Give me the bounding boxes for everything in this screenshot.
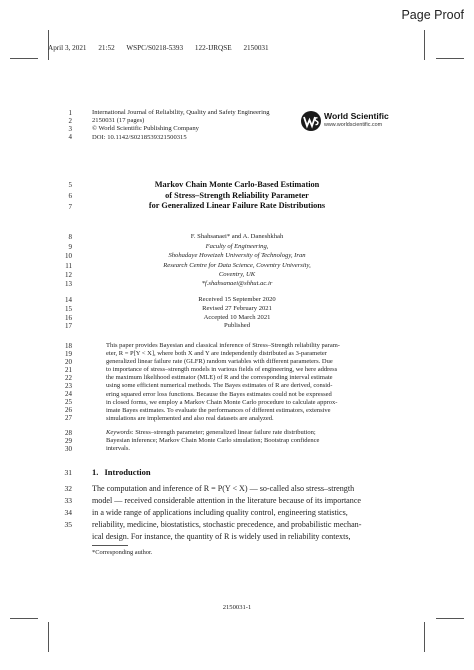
line-number: 23	[65, 382, 72, 390]
line-number: 16	[65, 314, 72, 322]
date-published: Published	[223, 322, 250, 329]
publisher-url: www.worldscientific.com	[324, 122, 383, 128]
body-line: The computation and inference of R = P(Y < X) — so-called also stress–strength	[92, 484, 355, 493]
line-number: 24	[65, 390, 72, 398]
body-line: model — received considerable attention in the literature because of its importance	[92, 496, 362, 506]
author-names: F. Shahsanaei* and A. Daneshkhah	[190, 233, 284, 240]
date-revised: Revised 27 February 2021	[202, 305, 272, 312]
abstract-line: eter, R = P[Y < X], where both X and Y are independently distributed as 3-parameter	[106, 350, 327, 358]
running-head-manuscript: 122-IJRQSE	[194, 44, 232, 52]
abstract-line: in closed forms, we employ a Markov Chain Monte Carlo procedure to calculate approx-	[106, 398, 338, 406]
keywords-line: : Stress–strength parameter; generalized linear failure rate distribution;	[131, 429, 316, 436]
affiliation-1-line-2: Shohadaye Hoveizeh University of Technology, Iran	[168, 252, 306, 259]
line-number: 22	[65, 374, 72, 382]
abstract-line: using some efficient numerical methods. The Bayes estimates of R are derived, consid-	[106, 382, 333, 390]
abstract-line: generalized linear failure rate (GLFR) random variables with different parameters. Due	[106, 358, 333, 366]
line-number: 31	[64, 468, 72, 477]
crop-mark-top-left-h	[10, 58, 38, 59]
line-number: 26	[65, 406, 72, 414]
title-line: of Stress–Strength Reliability Parameter	[165, 190, 309, 200]
line-number: 9	[68, 243, 72, 251]
body-line: in a wide range of applications including quality control, engineering statistics,	[92, 508, 348, 518]
line-number: 30	[65, 445, 72, 453]
line-number: 34	[64, 508, 72, 517]
abstract-line: This paper provides Bayesian and classical inference of Stress–Strength reliability param-	[106, 342, 340, 349]
section-heading	[92, 467, 151, 477]
running-head-article-id: 2150031	[243, 44, 269, 52]
affiliation-1-line-1: Faculty of Engineering,	[205, 243, 269, 250]
line-number: 8	[68, 233, 72, 241]
title-line: for Generalized Linear Failure Rate Distributions	[148, 201, 326, 210]
title-line: Markov Chain Monte Carlo-Based Estimation	[154, 180, 320, 189]
line-number: 1	[68, 109, 72, 117]
line-number: 11	[65, 262, 72, 270]
world-scientific-logo-icon	[300, 110, 322, 132]
line-number: 32	[64, 484, 72, 493]
body-line: ical design. For instance, the quantity of R is widely used in reliability contexts,	[92, 532, 351, 542]
line-number: 7	[68, 203, 72, 211]
line-number: 35	[64, 520, 72, 529]
publisher-logo	[300, 110, 410, 134]
page-proof-label: Page Proof	[401, 8, 464, 22]
page-number: 2150031-1	[222, 604, 252, 611]
line-number: 29	[65, 437, 72, 445]
section-number: 1.	[92, 467, 99, 477]
running-head-time: 21:52	[98, 44, 115, 52]
line-number: 3	[68, 125, 72, 133]
running-head	[48, 44, 448, 52]
crop-mark-top-right-h	[436, 58, 464, 59]
line-number: 21	[65, 366, 72, 374]
running-head-date: April 3, 2021	[48, 44, 87, 52]
crop-mark-bottom-left-h	[10, 618, 38, 619]
line-number: 4	[68, 133, 72, 141]
keywords-label: Keywords	[106, 429, 132, 436]
abstract-line: ering squared error loss functions. Because the Bayes estimates could not be expressed	[106, 390, 332, 398]
publisher-name: World Scientific	[324, 111, 389, 121]
footnote: *Corresponding author.	[92, 549, 153, 556]
body-line: reliability, medicine, biostatistics, stochastic precedence, and probabilistic mechan-	[92, 520, 362, 530]
line-number: 13	[65, 280, 72, 288]
abstract-line: the maximum likelihood estimator (MLE) of R and the corresponding interval estimate	[106, 374, 333, 382]
line-number: 28	[65, 429, 72, 437]
crop-mark-bottom-left-v	[48, 622, 49, 652]
keywords-line: Bayesian inference; Markov Chain Monte Carlo simulation; Bootstrap confidence	[106, 437, 320, 445]
line-number: 18	[65, 342, 72, 350]
line-number: 25	[65, 398, 72, 406]
doi: DOI: 10.1142/S0218539321500315	[92, 133, 187, 141]
author-email: *f.shahsanaei@shhut.ac.ir	[201, 280, 273, 287]
date-accepted: Accepted 10 March 2021	[203, 314, 271, 321]
line-number: 12	[65, 271, 72, 279]
line-number: 20	[65, 358, 72, 366]
crop-mark-bottom-right-v	[424, 622, 425, 652]
abstract-line: to importance of stress–strength models in various fields of engineering, we here address	[106, 366, 338, 374]
abstract-line: imate Bayes estimates. To evaluate the performances of different estimators, extensive	[106, 406, 331, 414]
line-number: 27	[65, 414, 72, 422]
line-number: 14	[65, 296, 72, 304]
article-pages: 2150031 (17 pages)	[92, 117, 145, 125]
line-number: 33	[64, 496, 72, 505]
abstract-line: simulations are implemented and also real datasets are analyzed.	[106, 414, 274, 422]
line-number: 10	[65, 252, 72, 260]
journal-name: International Journal of Reliability, Quality and Safety Engineering	[92, 109, 270, 116]
keywords-line: intervals.	[106, 445, 131, 453]
affiliation-2-line-1: Research Centre for Data Science, Coventry University,	[163, 262, 311, 269]
section-title: Introduction	[104, 467, 151, 477]
copyright: © World Scientific Publishing Company	[92, 125, 199, 133]
affiliation-2-line-2: Coventry, UK	[218, 271, 256, 278]
line-number: 2	[68, 117, 72, 125]
footnote-rule	[92, 545, 128, 546]
line-number: 19	[65, 350, 72, 358]
line-number: 5	[68, 181, 72, 189]
running-head-journal-code: WSPC/S0218-5393	[126, 44, 184, 52]
crop-mark-bottom-right-h	[436, 618, 464, 619]
line-number: 17	[65, 322, 72, 330]
line-number: 15	[65, 305, 72, 313]
line-number: 6	[68, 192, 72, 200]
date-received: Received 15 September 2020	[198, 296, 276, 303]
